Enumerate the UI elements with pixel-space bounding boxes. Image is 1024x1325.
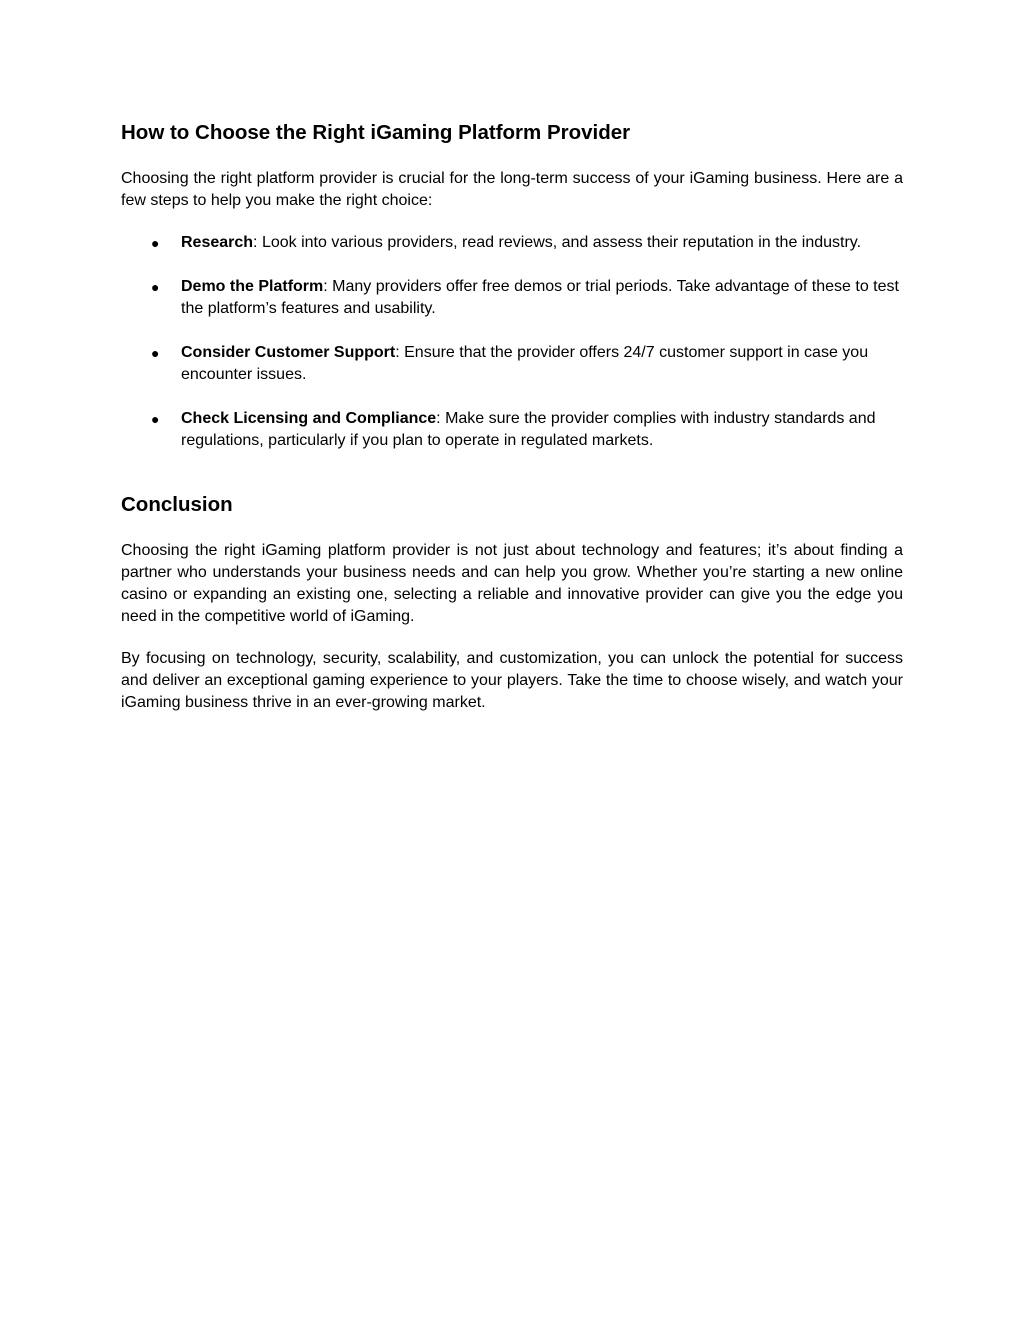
list-item-term: Consider Customer Support — [181, 344, 396, 361]
list-item-licensing — [121, 408, 903, 452]
list-item-term: Research — [181, 234, 254, 251]
list-item-term: Check Licensing and Compliance — [181, 410, 437, 427]
intro-paragraph: Choosing the right platform provider is crucial for the long-term success of your iGaming business. Here are a few steps to help you make the right choice: — [121, 170, 903, 209]
document-body — [121, 118, 903, 714]
list-item-text: : Look into various providers, read reviews, and assess their reputation in the industry. — [253, 234, 862, 251]
list-item-demo — [121, 276, 903, 320]
list-item-research — [121, 232, 903, 254]
list-item-text: : Make sure the provider complies with industry standards and regulations, particularly if you plan to operate in regulated markets. — [181, 410, 876, 449]
steps-list — [121, 232, 903, 452]
bullet-icon: ● — [151, 345, 160, 361]
list-item-text: : Ensure that the provider offers 24/7 customer support in case you encounter issues. — [181, 344, 869, 383]
bullet-icon: ● — [151, 235, 160, 251]
section-heading-conclusion: Conclusion — [121, 493, 233, 516]
list-item-text: : Many providers offer free demos or trial periods. Take advantage of these to test the platform’s features and usability. — [181, 278, 899, 317]
list-item-term: Demo the Platform — [181, 278, 324, 295]
bullet-icon: ● — [151, 411, 160, 427]
bullet-icon: ● — [151, 279, 160, 295]
conclusion-paragraph-2: By focusing on technology, security, scalability, and customization, you can unlock the potential for success and deliver an exceptional gaming experience to your players. Take the time to choose wisely, and watch your iGaming business thrive in an ever-growing market. — [121, 650, 903, 711]
section-heading-choose-provider: How to Choose the Right iGaming Platform Provider — [121, 121, 631, 144]
list-item-support — [121, 342, 903, 386]
conclusion-paragraph-1: Choosing the right iGaming platform provider is not just about technology and features; it’s about finding a partner who understands your business needs and can help you grow. Whether you’re starting a new online casino or expanding an existing one, selecting a reliable and innovative provider can give you the edge you need in the competitive world of iGaming. — [121, 542, 903, 625]
